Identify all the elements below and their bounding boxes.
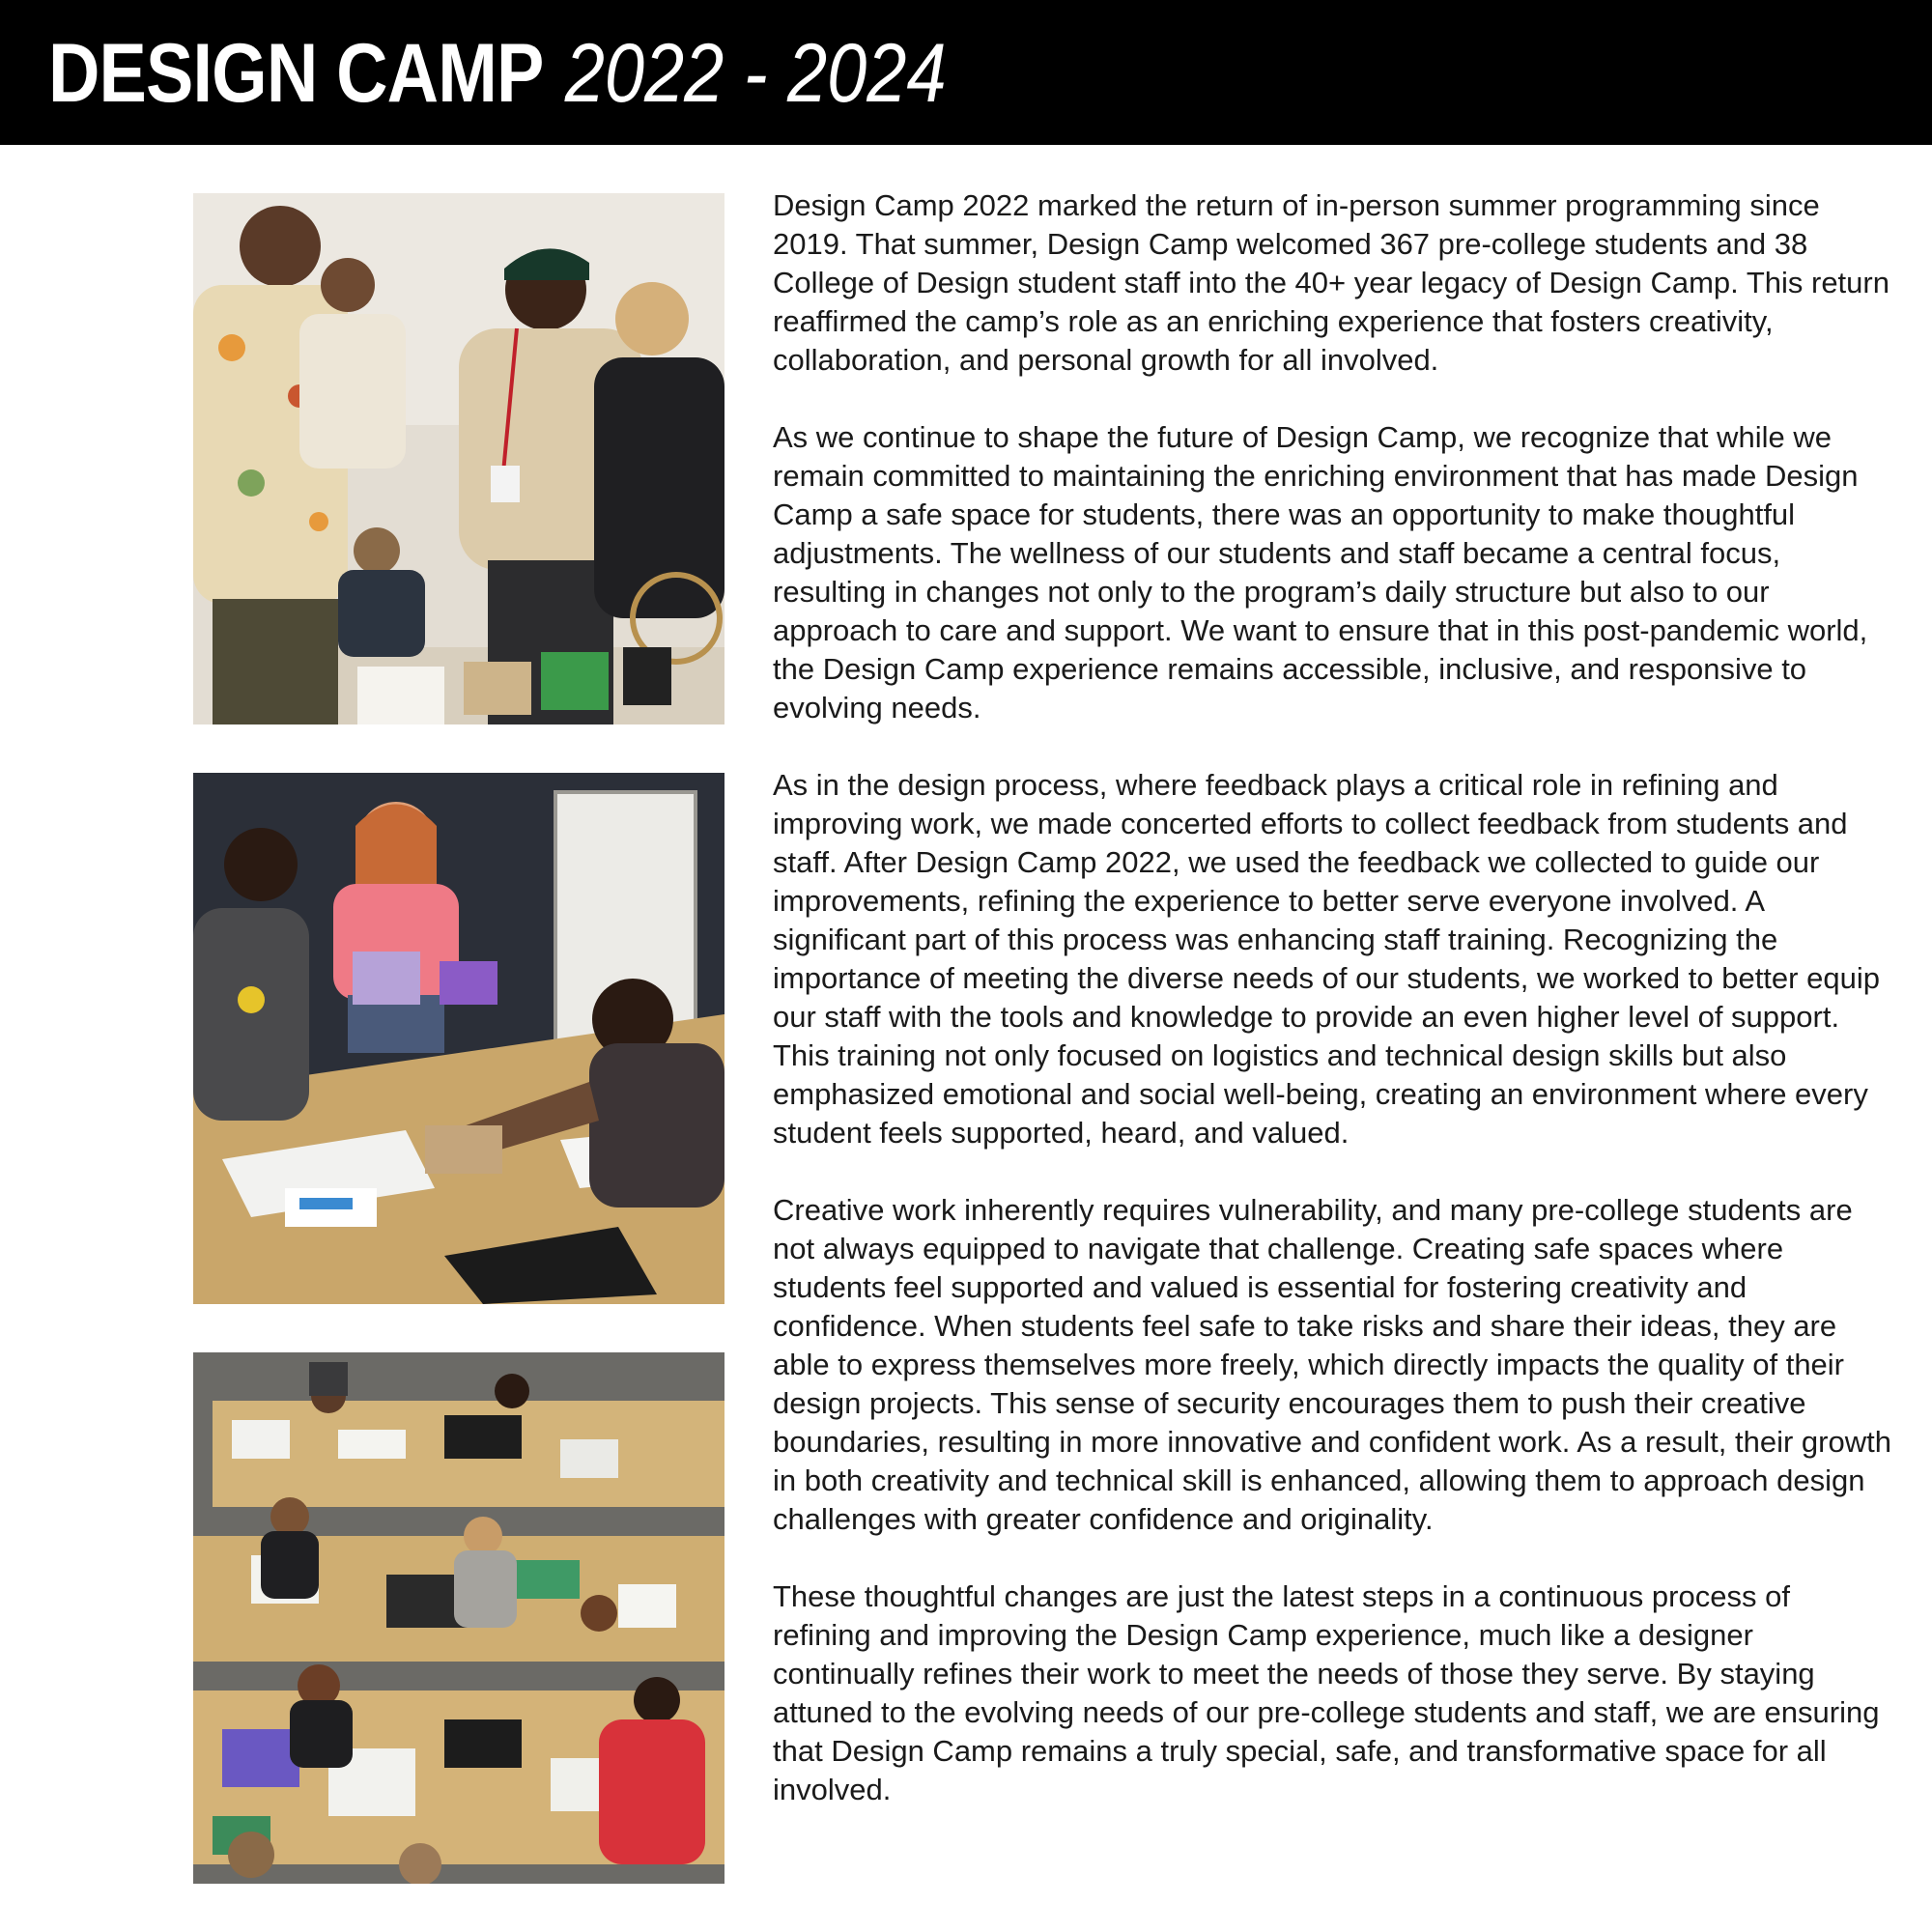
header-banner (0, 0, 1932, 145)
page-title-years: 2022 - 2024 (564, 27, 947, 120)
paragraph-return-2022: Design Camp 2022 marked the return of in-person summer programming since 2019. That summer, Design Camp welcomed 367 pre-college students and 38 College of Design student staff into the 40+ year legacy of Design Camp. This return reaffirmed the camp’s role as an enriching experience that fosters creativity, collaboration, and personal growth for all involved. (773, 188, 1889, 377)
photo-students-sharing-supplies (193, 773, 724, 1304)
paragraph-continuous-improvement: These thoughtful changes are just the latest steps in a continuous process of refining and improving the Design Camp experience, much like a designer continually refines their work to meet the needs of those they serve. By staying attuned to the evolving needs of our pre-college students and staff, we are ensuring that Design Camp remains a truly special, safe, and transformative space for all involved. (773, 1579, 1880, 1806)
photo-studio-overhead-view (193, 1352, 724, 1884)
paragraph-safe-spaces: Creative work inherently requires vulnerability, and many pre-college students are not always equipped to navigate that challenge. Creating safe spaces where students feel supported and valued is essential for fostering creativity and confidence. When students feel safe to take risks and share their ideas, they are able to express themselves more freely, which directly impacts the quality of their design projects. This sense of security encourages them to push their creative boundaries, resulting in more innovative and confident work. As a result, their growth in both creativity and technical skill is enhanced, allowing them to approach design challenges with greater confidence and originality. (773, 1193, 1891, 1536)
photo-icon (193, 1352, 724, 1884)
paragraph-wellness-focus: As we continue to shape the future of Design Camp, we recognize that while we remain committed to maintaining the enriching environment that has made Design Camp a safe space for students, there was an opportunity to make thoughtful adjustments. The wellness of our students and staff became a central focus, resulting in changes not only to the program’s daily structure but also to our approach to care and support. We want to ensure that in this post-pandemic world, the Design Camp experience remains accessible, inclusive, and responsive to evolving needs. (773, 420, 1868, 724)
page-title (48, 27, 947, 120)
body-text (773, 186, 1893, 1848)
photo-students-reviewing-models (193, 193, 724, 724)
page-title-main: DESIGN CAMP (48, 27, 544, 120)
photo-icon (193, 773, 724, 1304)
paragraph-feedback-training: As in the design process, where feedback plays a critical role in refining and improving work, we made concerted efforts to collect feedback from students and staff. After Design Camp 2022, we used the feedback we collected to guide our improvements, refining the experience to better serve everyone involved. A significant part of this process was enhancing staff training. Recognizing the importance of meeting the diverse needs of our students, we worked to better equip our staff with the tools and knowledge to provide an even higher level of support. This training not only focused on logistics and technical design skills but also emphasized emotional and social well-being, creating an environment where every student feels supported, heard, and valued. (773, 768, 1880, 1150)
photo-icon (193, 193, 724, 724)
